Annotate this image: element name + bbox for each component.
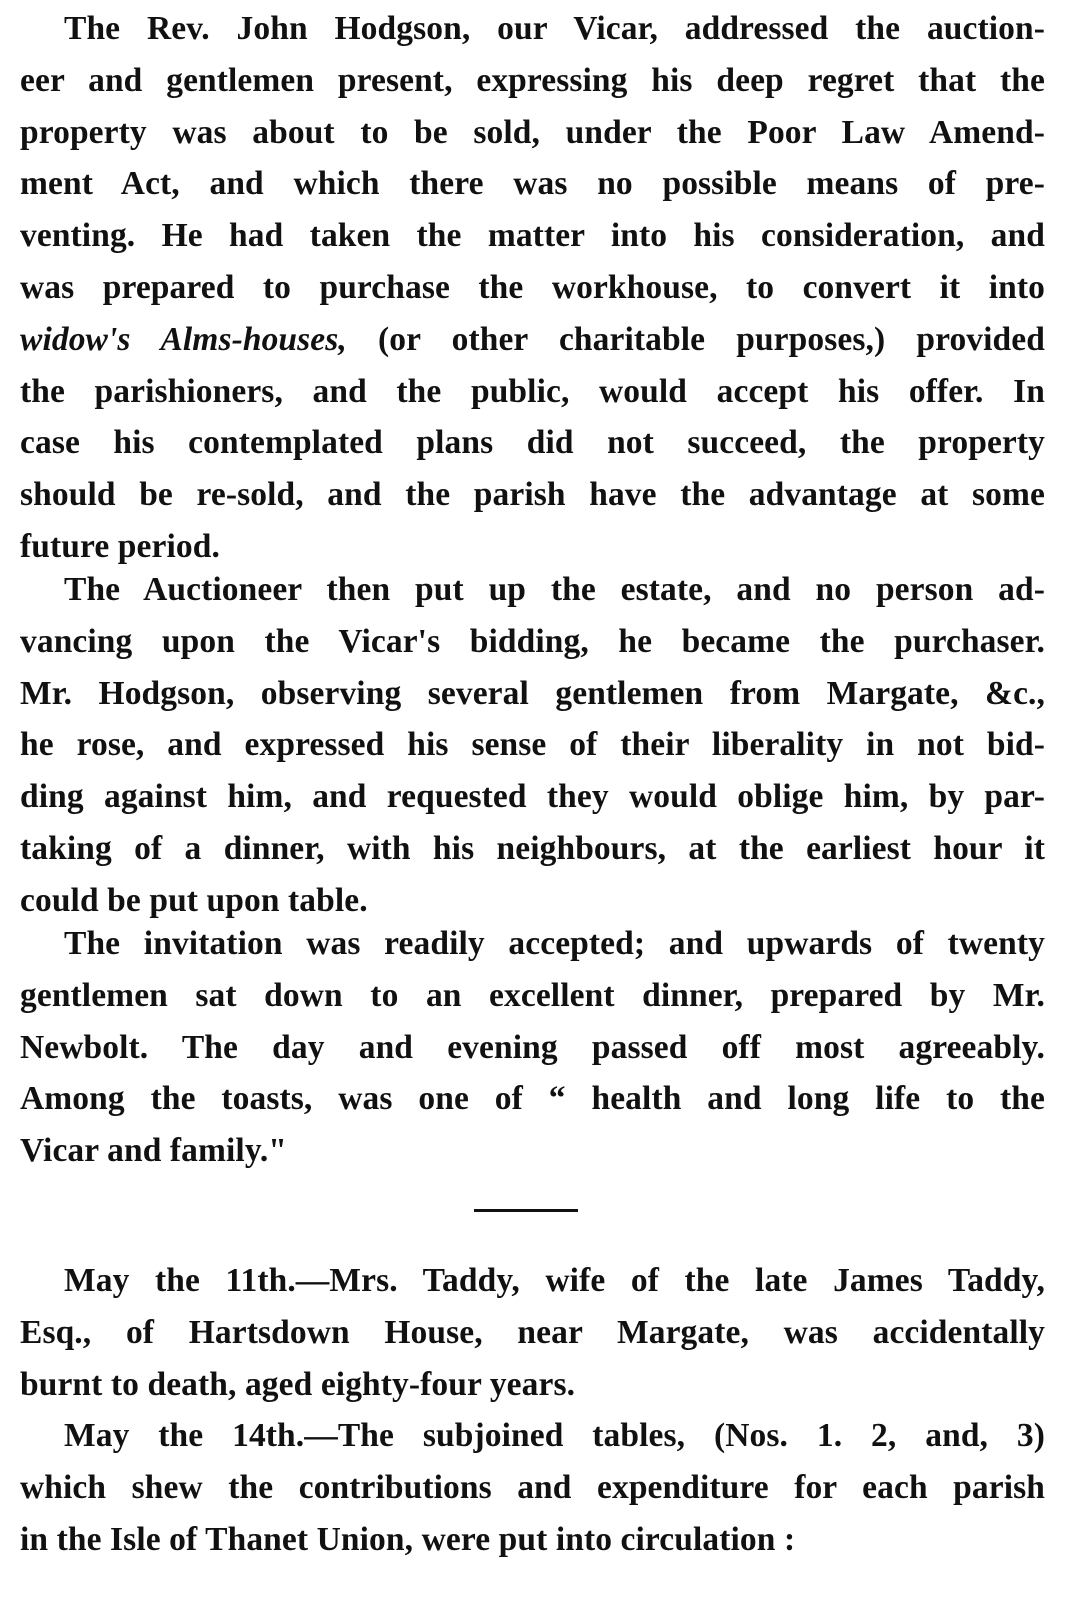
text-line: vancing upon the Vicar's bidding, he became the purchaser. [20, 622, 1045, 660]
text-line: could be put upon table. [20, 881, 368, 919]
paragraph-auction [20, 564, 1045, 927]
text-line: The Auctioneer then put up the estate, and no person ad- [64, 571, 1045, 608]
paragraph-invitation [20, 918, 1045, 1177]
text-line: Newbolt. The day and evening passed off most agreeably. [20, 1028, 1045, 1066]
text-line: case his contemplated plans did not succeed, the property [20, 424, 1045, 462]
text-line: taking of a dinner, with his neighbours, at the earliest hour it [20, 829, 1045, 867]
text-line: ment Act, and which there was no possible means of pre- [20, 165, 1045, 203]
text-line: property was about to be sold, under the Poor Law Amend- [20, 113, 1045, 151]
text-line: which shew the contributions and expenditure for each parish [20, 1468, 1045, 1506]
text-line: The invitation was readily accepted; and upwards of twenty [64, 925, 1045, 962]
text-line: the parishioners, and the public, would accept his offer. In [20, 372, 1045, 410]
text-line: Among the toasts, was one of “ health and long life to the [20, 1080, 1045, 1118]
text-line: Esq., of Hartsdown House, near Margate, was accidentally [20, 1313, 1045, 1351]
text-line: Vicar and family." [20, 1132, 288, 1170]
italic-phrase: widow's Alms-houses, [20, 320, 347, 358]
text-line: eer and gentlemen present, expressing his deep regret that the [20, 61, 1045, 99]
paragraph-vicar-address [20, 3, 1045, 573]
text-line: gentlemen sat down to an excellent dinner, prepared by Mr. [20, 976, 1045, 1014]
text-line: was prepared to purchase the workhouse, to convert it into [20, 268, 1045, 306]
text-line: Mr. Hodgson, observing several gentlemen from Margate, &c., [20, 674, 1045, 712]
text-line: in the Isle of Thanet Union, were put into circulation : [20, 1520, 796, 1558]
paragraph-may-11 [20, 1255, 1045, 1410]
text-line: ding against him, and requested they would oblige him, by par- [20, 778, 1045, 816]
text-line: May the 14th.—The subjoined tables, (Nos. 1. 2, and, 3) [64, 1417, 1045, 1454]
text-line: The Rev. John Hodgson, our Vicar, addressed the auction- [64, 10, 1045, 47]
text-line: May the 11th.—Mrs. Taddy, wife of the late James Taddy, [64, 1262, 1045, 1299]
text-line: venting. He had taken the matter into his consideration, and [20, 217, 1045, 255]
text-line: burnt to death, aged eighty-four years. [20, 1365, 576, 1403]
text-line: should be re-sold, and the parish have the advantage at some [20, 476, 1045, 514]
paragraph-may-14 [20, 1410, 1045, 1565]
text-line-italic: widow's Alms-houses, (or other charitable purposes,) provided [20, 320, 1045, 358]
section-divider [474, 1209, 578, 1212]
text-line: future period. [20, 527, 220, 565]
text-line: he rose, and expressed his sense of their liberality in not bid- [20, 726, 1045, 764]
